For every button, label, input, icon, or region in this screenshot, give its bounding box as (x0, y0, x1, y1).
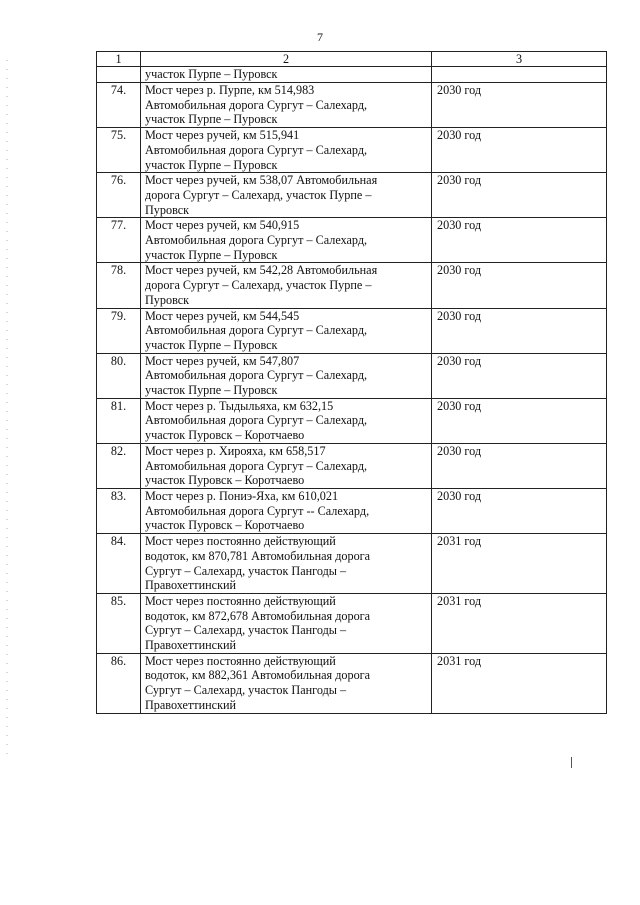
table-row (97, 593, 607, 653)
header-col-3: 3 (432, 52, 607, 67)
row-number: 75. (97, 128, 141, 173)
continuation-name-cell (141, 67, 432, 83)
description-line: Мост через ручей, км 538,07 Автомобильная (145, 173, 378, 188)
description-line: Мост через ручей, км 540,915 (145, 218, 300, 233)
continuation-year-cell (432, 67, 607, 83)
description-line: Сургут – Салехард, участок Пангоды – (145, 683, 347, 698)
description-line: Правохеттинский (145, 697, 237, 712)
description-line: Мост через р. Тыдыльяха, км 632,15 (145, 398, 334, 413)
bridge-description (141, 218, 432, 263)
row-number: 74. (97, 83, 141, 128)
continuation-row (97, 67, 607, 83)
header-col-1: 1 (97, 52, 141, 67)
bridge-description (141, 308, 432, 353)
description-line: участок Пурпе – Пуровск (145, 383, 278, 398)
table-header (97, 52, 607, 67)
description-line: Автомобильная дорога Сургут – Салехард, (145, 97, 368, 112)
row-number: 84. (97, 534, 141, 594)
row-number: 81. (97, 398, 141, 443)
completion-year: 2031 год (432, 653, 607, 713)
table-row (97, 218, 607, 263)
description-line: дорога Сургут – Салехард, участок Пурпе – (145, 278, 372, 293)
description-line: Мост через ручей, км 544,545 (145, 308, 300, 323)
continuation-num-cell (97, 67, 141, 83)
bridge-description (141, 488, 432, 533)
row-number: 77. (97, 218, 141, 263)
description-line: Мост через р. Пурпе, км 514,983 (145, 83, 315, 97)
description-line: Мост через ручей, км 547,807 (145, 353, 300, 368)
bridge-description (141, 593, 432, 653)
description-line: участок Пуровск – Коротчаево (145, 473, 305, 488)
table-row (97, 83, 607, 128)
bridge-description (141, 353, 432, 398)
description-line: участок Пурпе – Пуровск (145, 337, 278, 352)
table-row (97, 128, 607, 173)
description-line: Сургут – Салехард, участок Пангоды – (145, 623, 347, 638)
description-line: участок Пуровск – Коротчаево (145, 518, 305, 533)
continuation-line: участок Пурпе – Пуровск (145, 67, 278, 81)
bridge-description (141, 443, 432, 488)
table-row (97, 353, 607, 398)
row-number: 79. (97, 308, 141, 353)
scan-margin-dots (6, 60, 8, 760)
bridge-description (141, 653, 432, 713)
description-line: Правохеттинский (145, 578, 237, 593)
bridge-description (141, 398, 432, 443)
description-line: Автомобильная дорога Сургут -- Салехард, (145, 503, 370, 518)
description-line: участок Пурпе – Пуровск (145, 157, 278, 172)
bridge-description (141, 173, 432, 218)
description-line: участок Пуровск – Коротчаево (145, 428, 305, 443)
completion-year: 2030 год (432, 488, 607, 533)
description-line: Автомобильная дорога Сургут – Салехард, (145, 323, 368, 338)
table-row (97, 308, 607, 353)
description-line: участок Пурпе – Пуровск (145, 112, 278, 127)
table-row (97, 173, 607, 218)
header-col-2: 2 (141, 52, 432, 67)
completion-year: 2031 год (432, 534, 607, 594)
table-row (97, 488, 607, 533)
description-line: участок Пурпе – Пуровск (145, 247, 278, 262)
scan-mark (571, 757, 572, 768)
page-number: 7 (317, 30, 323, 44)
description-line: Сургут – Салехард, участок Пангоды – (145, 563, 347, 578)
table-row (97, 263, 607, 308)
row-number: 85. (97, 593, 141, 653)
description-line: Мост через постоянно действующий (145, 593, 336, 608)
bridges-table (96, 51, 607, 714)
completion-year: 2030 год (432, 263, 607, 308)
completion-year: 2030 год (432, 218, 607, 263)
description-line: Правохеттинский (145, 638, 237, 653)
description-line: Пуровск (145, 202, 190, 217)
description-line: дорога Сургут – Салехард, участок Пурпе – (145, 187, 372, 202)
description-line: Автомобильная дорога Сургут – Салехард, (145, 368, 368, 383)
description-line: Автомобильная дорога Сургут – Салехард, (145, 413, 368, 428)
table-row (97, 443, 607, 488)
description-line: водоток, км 882,361 Автомобильная дорога (145, 668, 371, 683)
description-line: Пуровск (145, 292, 190, 307)
bridge-description (141, 263, 432, 308)
row-number: 78. (97, 263, 141, 308)
row-number: 76. (97, 173, 141, 218)
completion-year: 2030 год (432, 128, 607, 173)
row-number: 80. (97, 353, 141, 398)
completion-year: 2030 год (432, 443, 607, 488)
table-body (97, 67, 607, 714)
completion-year: 2030 год (432, 83, 607, 128)
completion-year: 2031 год (432, 593, 607, 653)
bridge-description (141, 534, 432, 594)
description-line: Мост через р. Хирояха, км 658,517 (145, 443, 326, 458)
description-line: водоток, км 872,678 Автомобильная дорога (145, 608, 371, 623)
description-line: Мост через ручей, км 542,28 Автомобильная (145, 263, 378, 278)
row-number: 83. (97, 488, 141, 533)
row-number: 86. (97, 653, 141, 713)
description-line: Автомобильная дорога Сургут – Салехард, (145, 233, 368, 248)
description-line: Мост через ручей, км 515,941 (145, 128, 300, 143)
description-line: Автомобильная дорога Сургут – Салехард, (145, 458, 368, 473)
row-number: 82. (97, 443, 141, 488)
description-line: Автомобильная дорога Сургут – Салехард, (145, 142, 368, 157)
table-row (97, 534, 607, 594)
bridge-description (141, 128, 432, 173)
header-row (97, 52, 607, 67)
description-line: водоток, км 870,781 Автомобильная дорога (145, 548, 371, 563)
completion-year: 2030 год (432, 398, 607, 443)
completion-year: 2030 год (432, 308, 607, 353)
description-line: Мост через постоянно действующий (145, 653, 336, 668)
table-row (97, 653, 607, 713)
completion-year: 2030 год (432, 353, 607, 398)
description-line: Мост через р. Пониэ-Яха, км 610,021 (145, 488, 339, 503)
bridge-description (141, 83, 432, 128)
description-line: Мост через постоянно действующий (145, 534, 336, 549)
table-row (97, 398, 607, 443)
completion-year: 2030 год (432, 173, 607, 218)
